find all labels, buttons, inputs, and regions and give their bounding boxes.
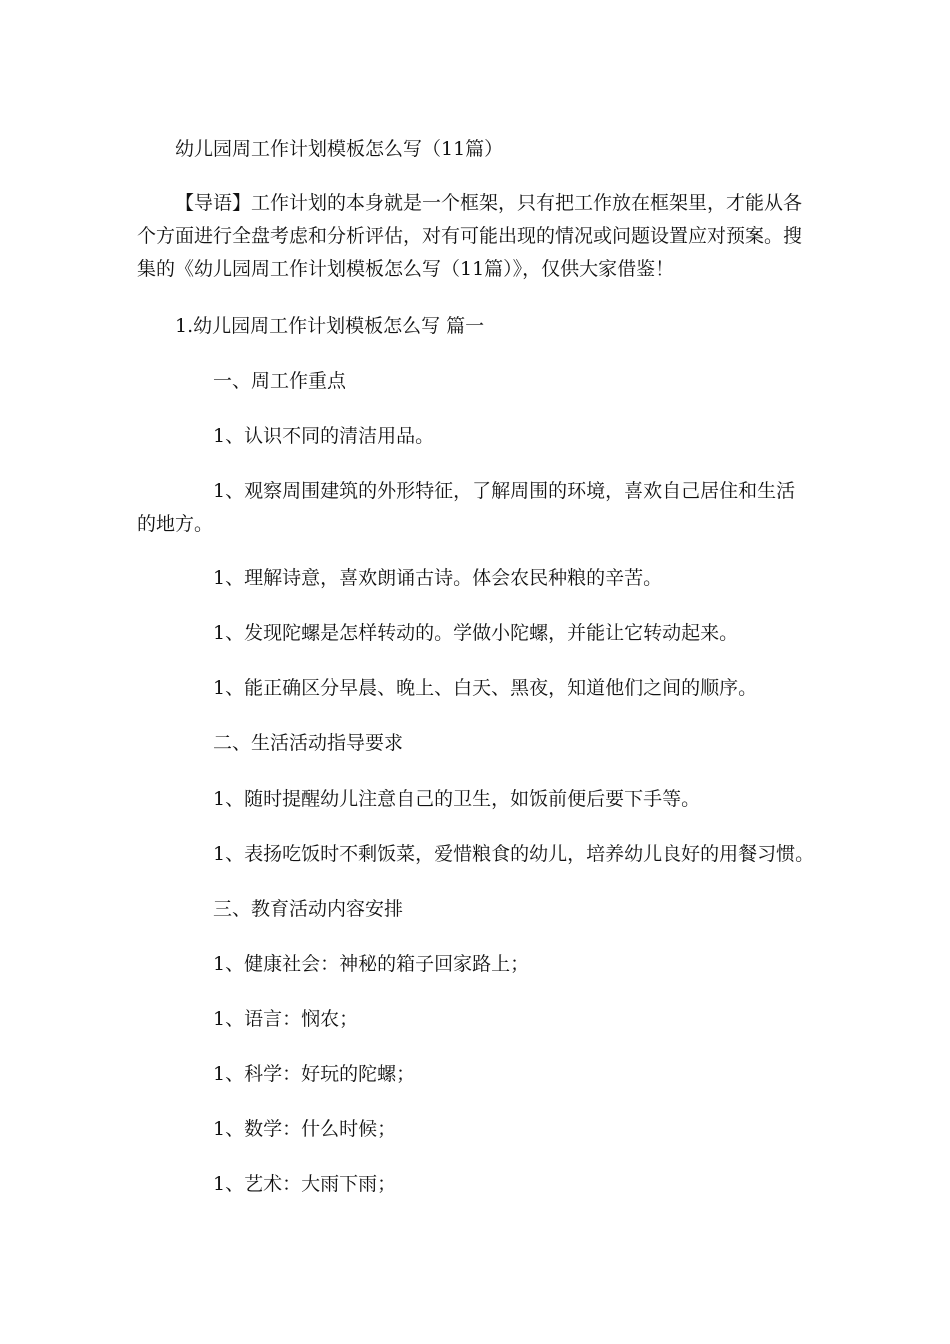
part1-item: 1、认识不同的清洁用品。 <box>213 425 435 447</box>
part1-heading: 一、周工作重点 <box>213 370 347 392</box>
intro-paragraph: 【导语】工作计划的本身就是一个框架，只有把工作放在框架里，才能从各个方面进行全盘考虑和分析评估，对有可能出现的情况或问题设置应对预案。搜集的《幼儿园周工作计划模板怎么写（11篇）》，仅供大家借鉴！ <box>137 192 803 280</box>
part1-item: 1、理解诗意，喜欢朗诵古诗。体会农民种粮的辛苦。 <box>213 567 663 589</box>
part3-item: 1、数学：什么时候； <box>213 1118 397 1140</box>
part3-item: 1、科学：好玩的陀螺； <box>213 1063 416 1085</box>
part1-item: 1、观察周围建筑的外形特征，了解周围的环境，喜欢自己居住和生活的地方。 <box>137 480 796 535</box>
part3-item: 1、艺术：大雨下雨； <box>213 1173 397 1195</box>
part2-item: 1、表扬吃饭时不剩饭菜，爱惜粮食的幼儿，培养幼儿良好的用餐习惯。 <box>213 843 815 865</box>
document-title: 幼儿园周工作计划模板怎么写（11篇） <box>175 138 504 160</box>
part2-heading: 二、生活活动指导要求 <box>213 732 404 754</box>
part2-item: 1、随时提醒幼儿注意自己的卫生，如饭前便后要下手等。 <box>213 788 701 810</box>
part1-item: 1、发现陀螺是怎样转动的。学做小陀螺，并能让它转动起来。 <box>213 622 739 644</box>
part3-item: 1、语言：悯农； <box>213 1008 359 1030</box>
part1-item: 1、能正确区分早晨、晚上、白天、黑夜，知道他们之间的顺序。 <box>213 677 758 699</box>
section-heading: 1.幼儿园周工作计划模板怎么写 篇一 <box>175 315 485 337</box>
part3-heading: 三、教育活动内容安排 <box>213 898 404 920</box>
part3-item: 1、健康社会：神秘的箱子回家路上； <box>213 953 530 975</box>
